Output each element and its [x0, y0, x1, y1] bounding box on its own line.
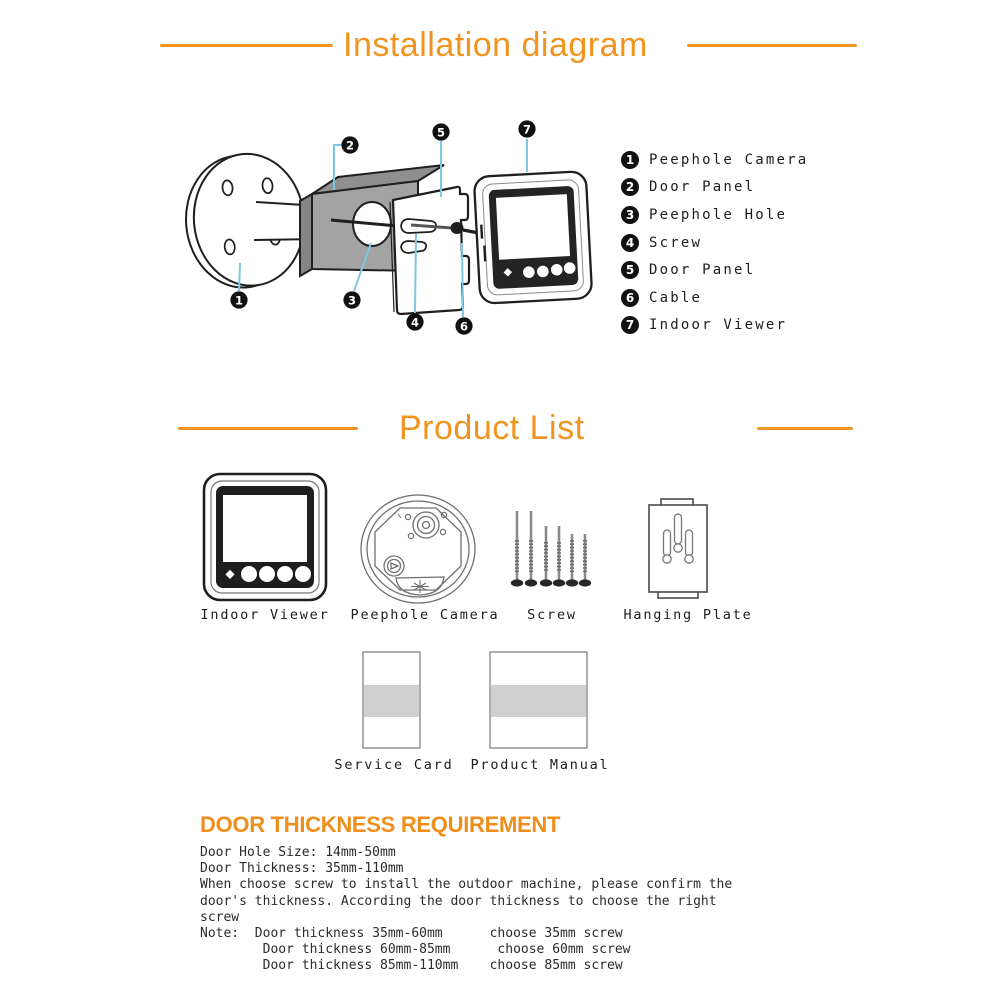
- dt-line-3: When choose screw to install the outdoor machine, please confirm the: [200, 877, 733, 893]
- legend-badge-3: 3: [621, 206, 639, 224]
- legend-item-6: [621, 284, 808, 312]
- legend-badge-7: 7: [621, 316, 639, 334]
- legend-item-5: [621, 256, 808, 284]
- legend-label-3: Peephole Hole: [649, 206, 788, 223]
- door-thickness-text: [200, 845, 732, 975]
- product-list-title: Product List: [399, 409, 585, 447]
- product-peephole-camera: [361, 495, 475, 603]
- legend-label-5: Door Panel: [649, 262, 756, 279]
- product-rule-right: [757, 427, 853, 430]
- label-service-card: Service Card: [334, 757, 454, 773]
- legend-label-1: Peephole Camera: [649, 151, 809, 168]
- product-list-drawings: [190, 465, 810, 605]
- installation-title: Installation diagram: [343, 26, 648, 64]
- legend-label-4: Screw: [649, 234, 703, 251]
- legend-item-2: [621, 174, 808, 202]
- speaker-icon: [411, 580, 429, 593]
- callout-2: 2: [345, 138, 355, 153]
- callout-6: 6: [459, 319, 469, 334]
- product-rule-left: [178, 427, 358, 430]
- indoor-viewer-drawing: [474, 171, 592, 304]
- dt-line-8: Door thickness 85mm-110mm choose 85mm screw: [200, 958, 623, 974]
- legend-label-7: Indoor Viewer: [649, 317, 788, 334]
- parts-legend: [621, 146, 808, 339]
- callout-7: 7: [522, 122, 532, 137]
- product-screws: [511, 511, 591, 587]
- label-product-manual: Product Manual: [470, 757, 610, 773]
- legend-item-1: [621, 146, 808, 174]
- dt-line-6: Note: Door thickness 35mm-60mm choose 35mm screw: [200, 926, 623, 942]
- dt-line-2: Door Thickness: 35mm-110mm: [200, 861, 404, 877]
- legend-badge-5: 5: [621, 261, 639, 279]
- product-hanging-plate: [649, 499, 707, 598]
- label-hanging-plate: Hanging Plate: [623, 607, 753, 623]
- dt-line-4: door's thickness. According the door thickness to choose the right: [200, 893, 717, 909]
- product-indoor-viewer: [204, 474, 326, 600]
- title-rule-right: [687, 44, 857, 47]
- callout-5: 5: [436, 125, 446, 140]
- legend-badge-4: 4: [621, 234, 639, 252]
- title-rule-left: [160, 44, 333, 47]
- legend-item-4: [621, 229, 808, 257]
- dt-line-5: screw: [200, 909, 240, 925]
- paper-items-drawings: [330, 645, 660, 755]
- legend-label-6: Cable: [649, 289, 703, 306]
- legend-badge-1: 1: [621, 151, 639, 169]
- legend-item-7: [621, 312, 808, 340]
- legend-badge-6: 6: [621, 289, 639, 307]
- inner-door-panel-drawing: [390, 187, 469, 314]
- label-peephole-camera: Peephole Camera: [350, 607, 500, 623]
- installation-diagram: [180, 110, 640, 360]
- label-indoor-viewer: Indoor Viewer: [200, 607, 330, 623]
- label-screw: Screw: [527, 607, 577, 623]
- dt-line-7: Door thickness 60mm-85mm choose 60mm screw: [200, 942, 631, 958]
- legend-label-2: Door Panel: [649, 179, 756, 196]
- callout-1: 1: [234, 293, 244, 308]
- dt-line-1: Door Hole Size: 14mm-50mm: [200, 845, 396, 860]
- callout-3: 3: [347, 293, 357, 308]
- door-thickness-heading: DOOR THICKNESS REQUIREMENT: [200, 812, 561, 837]
- callout-4: 4: [410, 315, 420, 330]
- legend-item-3: [621, 201, 808, 229]
- legend-badge-2: 2: [621, 178, 639, 196]
